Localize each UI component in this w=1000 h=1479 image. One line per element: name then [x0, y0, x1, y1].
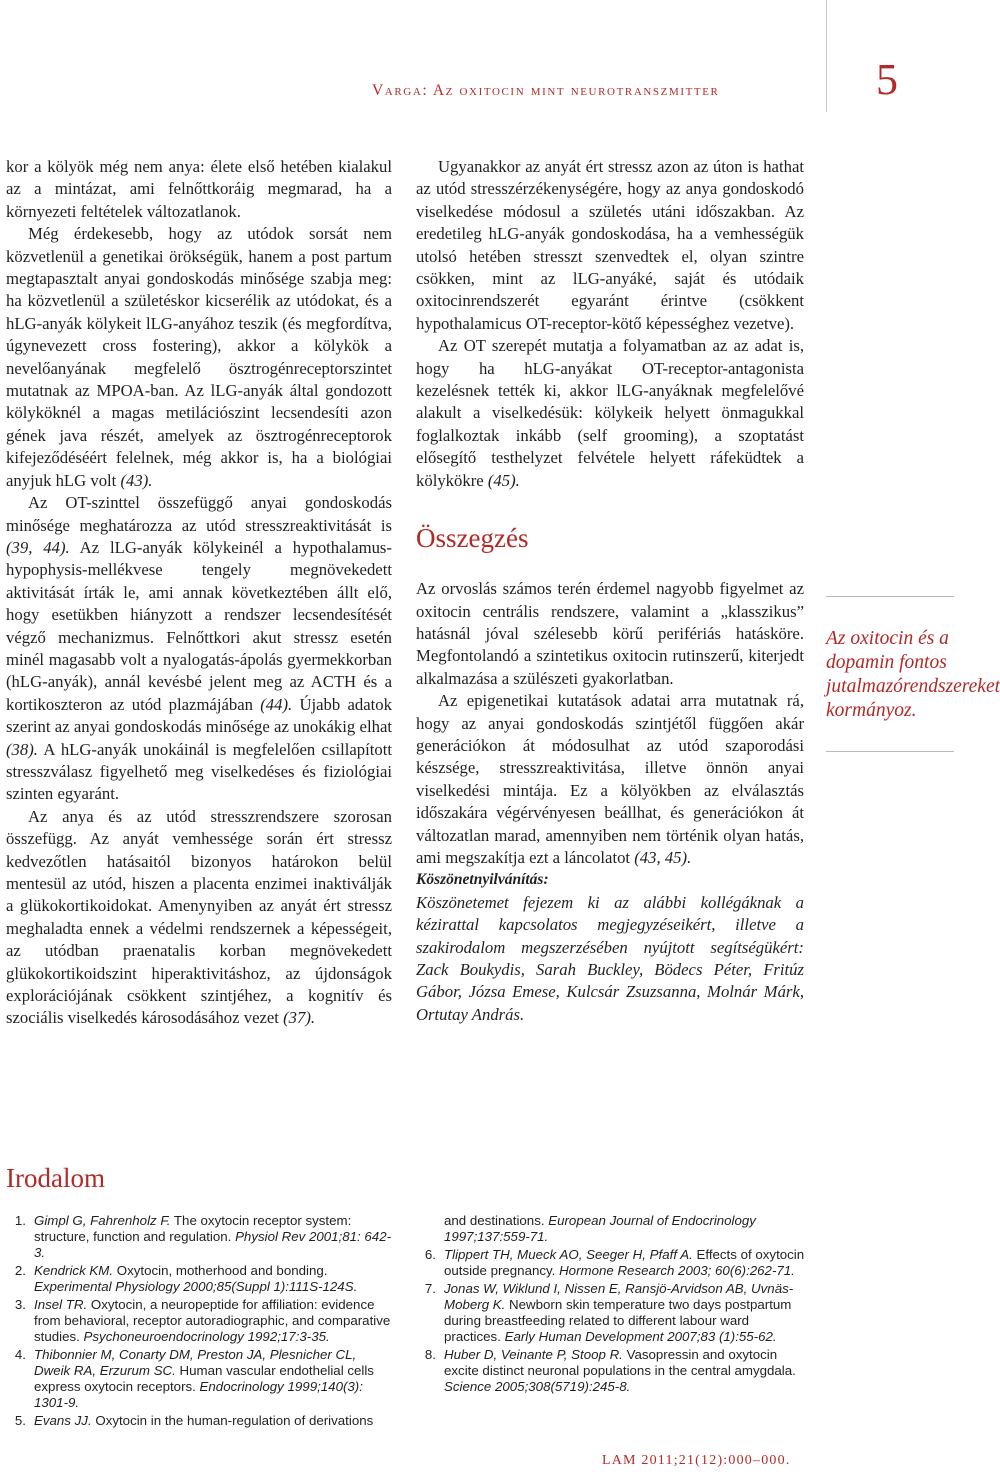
reference-item: 7. Jonas W, Wiklund I, Nissen E, Ransjö-Arvidson AB, Uvnäs-Moberg K. Newborn skin temperature two days postpartum during breastfeeding related to different labour ward practices. Early Human Development 2007;83 (1):55-62.	[424, 1281, 794, 1344]
section-title-summary: Összegzés	[416, 523, 529, 554]
left-column	[6, 156, 392, 1030]
reference-item: 3. Insel TR. Oxytocin, a neuropeptide for affiliation: evidence from behavioral, receptor autoradiographic, and comparative studies. Psychoneuroendocrinology 1992;17:3-35.	[14, 1297, 391, 1344]
reference-item: 8. Huber D, Veinante P, Stoop R. Vasopressin and oxytocin excite distinct neuronal populations in the central amygdala. Science 2005;308(5719):245-8.	[424, 1347, 796, 1394]
summary-paragraph-1: Az orvoslás számos terén érdemel nagyobb figyelmet az oxitocin centrális rendszere, valamint a „klasszikus” hatásnál jóval szélesebb körű perifériás hatásköre. Megfontolandó a szintetikus oxitocin rutinszerű, kiterjedt alkalmazása a szülészeti gyakorlatban.	[416, 579, 804, 688]
right-column	[416, 156, 804, 1026]
reference-item: 2. Kendrick KM. Oxytocin, motherhood and bonding. Experimental Physiology 2000;85(Suppl 1):111S-124S.	[14, 1263, 358, 1294]
acknowledgement-text: Köszönetemet fejezem ki az alábbi kollégáknak a kézirattal kapcsolatos megjegyzéseikért, illetve a szakirodalom megszerzésében nyújtott segítségükért: Zack Boukydis, Sarah Buckley, Bödecs Péter, Fritúz Gábor, Józsa Emese, Kulcsár Zsuzsanna, Molnár Márk, Ortutay András.	[416, 892, 804, 1024]
acknowledgement-title: Köszönetnyilvánítás:	[416, 871, 549, 889]
right-paragraph-2: Az OT szerepét mutatja a folyamatban az az adat is, hogy ha hLG-anyákat OT-receptor-antagonista kezelésnek tették ki, akkor lLG-anyáknak megfelelővé alakult a viselkedésük: kölykeik helyett önmagukkal foglalkoztak inkább (self grooming), a szoptatást elősegítő testhelyzet felvétele helyett ráfeküdtek a kölykökre (45).	[416, 336, 804, 490]
footer-journal: LAM 2011;21(12):000–000.	[602, 1453, 791, 1468]
references-right	[416, 1213, 806, 1397]
references-title: Irodalom	[6, 1163, 105, 1193]
page-number: 5	[876, 55, 898, 104]
reference-item: 4. Thibonnier M, Conarty DM, Preston JA, Plesnicher CL, Dweik RA, Erzurum SC. Human vascular endothelial cells express oxytocin receptors. Endocrinology 1999;140(3): 1301-9.	[14, 1347, 374, 1410]
summary-paragraph-2: Az epigenetikai kutatások adatai arra mutatnak rá, hogy az anyai gondoskodás szintjétől függően akár generációkon át módosulhat az utód szaporodási készsége, stresszreaktivitása, illetve önnön anyai viselkedési mintája. Ez a kölyökben az elválasztás időszakára végérvényesen beállhat, és generációkon át változatlan marad, amennyiben nem történik olyan hatás, ami megszakítja ezt a láncolatot (43, 45).	[416, 691, 804, 867]
reference-continuation: and destinations. European Journal of Endocrinology 1997;137:559-71.	[444, 1213, 756, 1244]
reference-item: 1. Gimpl G, Fahrenholz F. The oxytocin receptor system: structure, function and regulation. Physiol Rev 2001;81: 642-3.	[14, 1213, 392, 1260]
right-paragraph-1: Ugyanakkor az anyát ért stressz azon az úton is hathat az utód stresszérzékenységére, hogy az anya gondoskodó viselkedése módosul a születés utáni időszakban. Az eredetileg hLG-anyák gondoskodása, ha a vemhességük utolsó hetében stresszt szenvedtek el, olyan szintre csökken, mint az lLG-anyáké, saját és utódaik oxitocinrendszerét egyaránt érintve (csökkent hypothalamicus OT-receptor-kötő képességhez vezetve).	[416, 157, 804, 333]
margin-note: Az oxitocin és a dopamin fontos jutalmazórendszereket kormányoz.	[826, 596, 954, 752]
running-head: Varga: Az oxitocin mint neurotranszmitter	[372, 82, 720, 99]
references-left	[6, 1213, 396, 1431]
left-paragraph-1: kor a kölyök még nem anya: élete első hetében kialakul az a mintázat, ami felnőttkoráig megmarad, ha a környezeti feltételek változatlanok.	[6, 157, 392, 221]
left-paragraph-4: Az anya és az utód stresszrendszere szorosan összefügg. Az anyát vemhessége során ért stressz kedvezőtlen hatásaitól bizonyos határokon belül mentesül az utód, hiszen a placenta enzimei inaktiválják a glükokortikoidokat. Amenynyiben az anyát ért stressz meghaladta ennek a védelmi rendszernek a képességeit, az utódban praenatalis korban megnövekedett glükokortikoidszint hiperaktivitáshoz, az újdonságok explorációjának csökkent szintjéhez, a kognitív és szociális viselkedés károsodásához vezet (37).	[6, 806, 392, 1028]
reference-item: 5. Evans JJ. Oxytocin in the human-regulation of derivations	[14, 1413, 374, 1428]
reference-item: 6. Tlippert TH, Mueck AO, Seeger H, Pfaff A. Effects of oxytocin outside pregnancy. Hormone Research 2003; 60(6):262-71.	[424, 1247, 805, 1278]
left-paragraph-3: Az OT-szinttel összefüggő anyai gondoskodás minősége meghatározza az utód stresszreaktivitását is (39, 44). Az lLG-anyák kölykeinél a hypothalamus-hypophysis-mellékvese tengely megnövekedett aktivitását írták le, ami annak következtében állt elő, hogy esetükben hiányzott a rendszer lecsendesítését végző mechanizmus. Felnőttkori akut stressz esetén minél magasabb volt a nyalogatás-ápolás gyermekkorban (hLG-anyák), annál kevésbé jelent meg az ACTH és a kortikoszteron az utód plazmájában (44). Újabb adatok szerint az anyai gondoskodás minősége az unokákig elhat (38). A hLG-anyák unokáinál is megfelelően csillapított stresszválasz figyelhető meg viselkedéses és fiziológiai szinten egyaránt.	[6, 493, 392, 804]
header-rule	[826, 0, 827, 112]
left-paragraph-2: Még érdekesebb, hogy az utódok sorsát nem közvetlenül a genetikai örökségük, hanem a post partum megtapasztalt anyai gondoskodás minősége szabja meg: ha közvetlenül a születéskor kicserélik az utódokat, és a hLG-anyák kölykeit lLG-anyához teszik (és megfordítva, úgynevezett cross fostering), akkor a kölykök a nevelőanyának megfelelő ösztrogénreceptorszintet mutatnak az MPOA-ban. Az lLG-anyák által gondozott kölyköknél a magas metilációszint lecsendesíti azon gének java részét, amelyek az ösztrogénreceptorok kifejeződéséért felelnek, még akkor is, ha a biológiai anyjuk hLG volt (43).	[6, 224, 392, 490]
